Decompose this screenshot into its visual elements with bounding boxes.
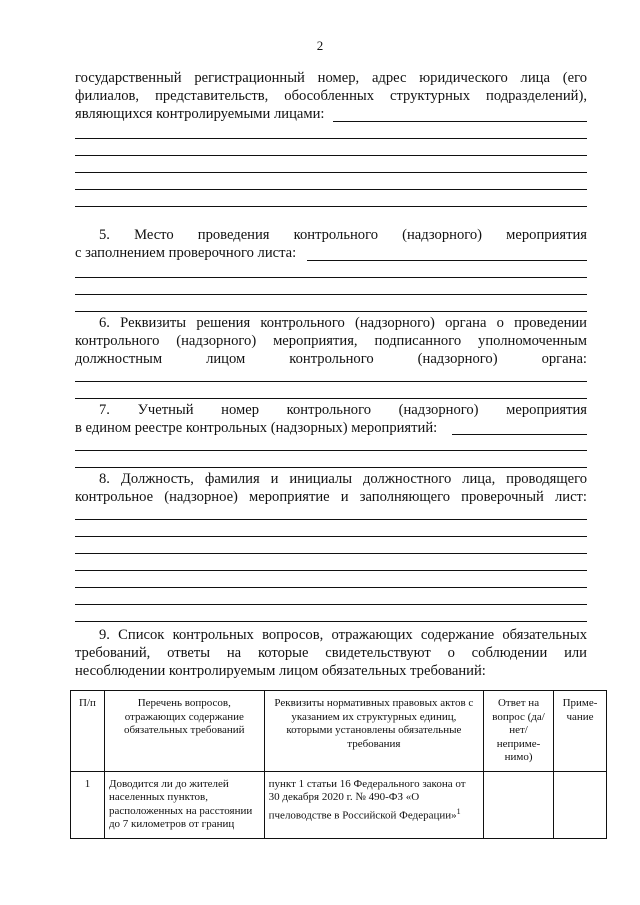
blank-line[interactable] bbox=[75, 604, 587, 605]
blank-line[interactable] bbox=[75, 536, 587, 537]
intro-line-3-text: являющихся контролируемыми лицами: bbox=[75, 106, 325, 122]
blank-line[interactable] bbox=[75, 398, 587, 399]
item9-line-3: несоблюдении контролируемым лицом обязательных требований: bbox=[75, 663, 486, 679]
intro-line-1: государственный регистрационный номер, адрес юридического лица (его bbox=[75, 70, 587, 86]
header-question: Перечень вопросов, отражающих содержание обязательных требований bbox=[104, 691, 264, 772]
blank-line[interactable] bbox=[75, 467, 587, 468]
blank-line[interactable] bbox=[75, 138, 587, 139]
blank-line[interactable] bbox=[75, 553, 587, 554]
blank-line[interactable] bbox=[75, 172, 587, 173]
blank-line[interactable] bbox=[75, 381, 587, 382]
row-reference-footnote: 1 bbox=[456, 806, 461, 816]
blank-line[interactable] bbox=[75, 587, 587, 588]
item5-fill-line[interactable] bbox=[307, 260, 587, 261]
row-num: 1 bbox=[71, 771, 105, 838]
row-reference bbox=[264, 771, 483, 838]
item7-fill-line[interactable] bbox=[452, 434, 587, 435]
control-questions-table bbox=[70, 690, 607, 839]
blank-line[interactable] bbox=[75, 155, 587, 156]
row-answer[interactable] bbox=[484, 771, 554, 838]
blank-line[interactable] bbox=[75, 189, 587, 190]
item5-line-1: 5. Место проведения контрольного (надзорного) мероприятия bbox=[99, 227, 587, 243]
item7-line-1: 7. Учетный номер контрольного (надзорного) мероприятия bbox=[99, 402, 587, 418]
header-note: Приме- чание bbox=[554, 691, 607, 772]
blank-line[interactable] bbox=[75, 206, 587, 207]
item6-line-2: контрольного (надзорного) мероприятия, подписанного уполномоченным bbox=[75, 333, 587, 349]
row-reference-text: пункт 1 статьи 16 Федерального закона от 30 декабря 2020 г. № 490-ФЗ «О пчеловодстве в Российской Федерации» bbox=[268, 777, 466, 822]
item8-line-2: контрольное (надзорное) мероприятие и заполняющего проверочный лист: bbox=[75, 489, 587, 505]
item6-line-3: должностным лицом контрольного (надзорного) органа: bbox=[75, 351, 587, 367]
item8-line-1: 8. Должность, фамилия и инициалы должностного лица, проводящего bbox=[99, 471, 587, 487]
table-row bbox=[71, 771, 607, 838]
header-reference: Реквизиты нормативных правовых актов с указанием их структурных единиц, которыми установлены обязательные требования bbox=[264, 691, 483, 772]
row-note[interactable] bbox=[554, 771, 607, 838]
blank-line[interactable] bbox=[75, 277, 587, 278]
intro-line-2: филиалов, представительств, обособленных структурных подразделений), bbox=[75, 88, 587, 104]
row-question: Доводится ли до жителей населенных пунктов, расположенных на расстоянии до 7 километров от границ bbox=[104, 771, 264, 838]
item9-line-2: требований, ответы на которые свидетельствуют о соблюдении или bbox=[75, 645, 587, 661]
intro-fill-line[interactable] bbox=[333, 121, 587, 122]
blank-line[interactable] bbox=[75, 450, 587, 451]
item7-line-2: в едином реестре контрольных (надзорных) мероприятий: bbox=[75, 420, 438, 436]
blank-line[interactable] bbox=[75, 621, 587, 622]
table-header-row bbox=[71, 691, 607, 772]
blank-line[interactable] bbox=[75, 311, 587, 312]
header-answer: Ответ на вопрос (да/нет/ неприме- нимо) bbox=[484, 691, 554, 772]
blank-line[interactable] bbox=[75, 294, 587, 295]
item5-line-2: с заполнением проверочного листа: bbox=[75, 245, 297, 261]
item6-line-1: 6. Реквизиты решения контрольного (надзорного) органа о проведении bbox=[99, 315, 587, 331]
blank-line[interactable] bbox=[75, 570, 587, 571]
blank-line[interactable] bbox=[75, 519, 587, 520]
header-num: П/п bbox=[71, 691, 105, 772]
page-number: 2 bbox=[316, 38, 324, 53]
item9-line-1: 9. Список контрольных вопросов, отражающих содержание обязательных bbox=[99, 627, 587, 643]
